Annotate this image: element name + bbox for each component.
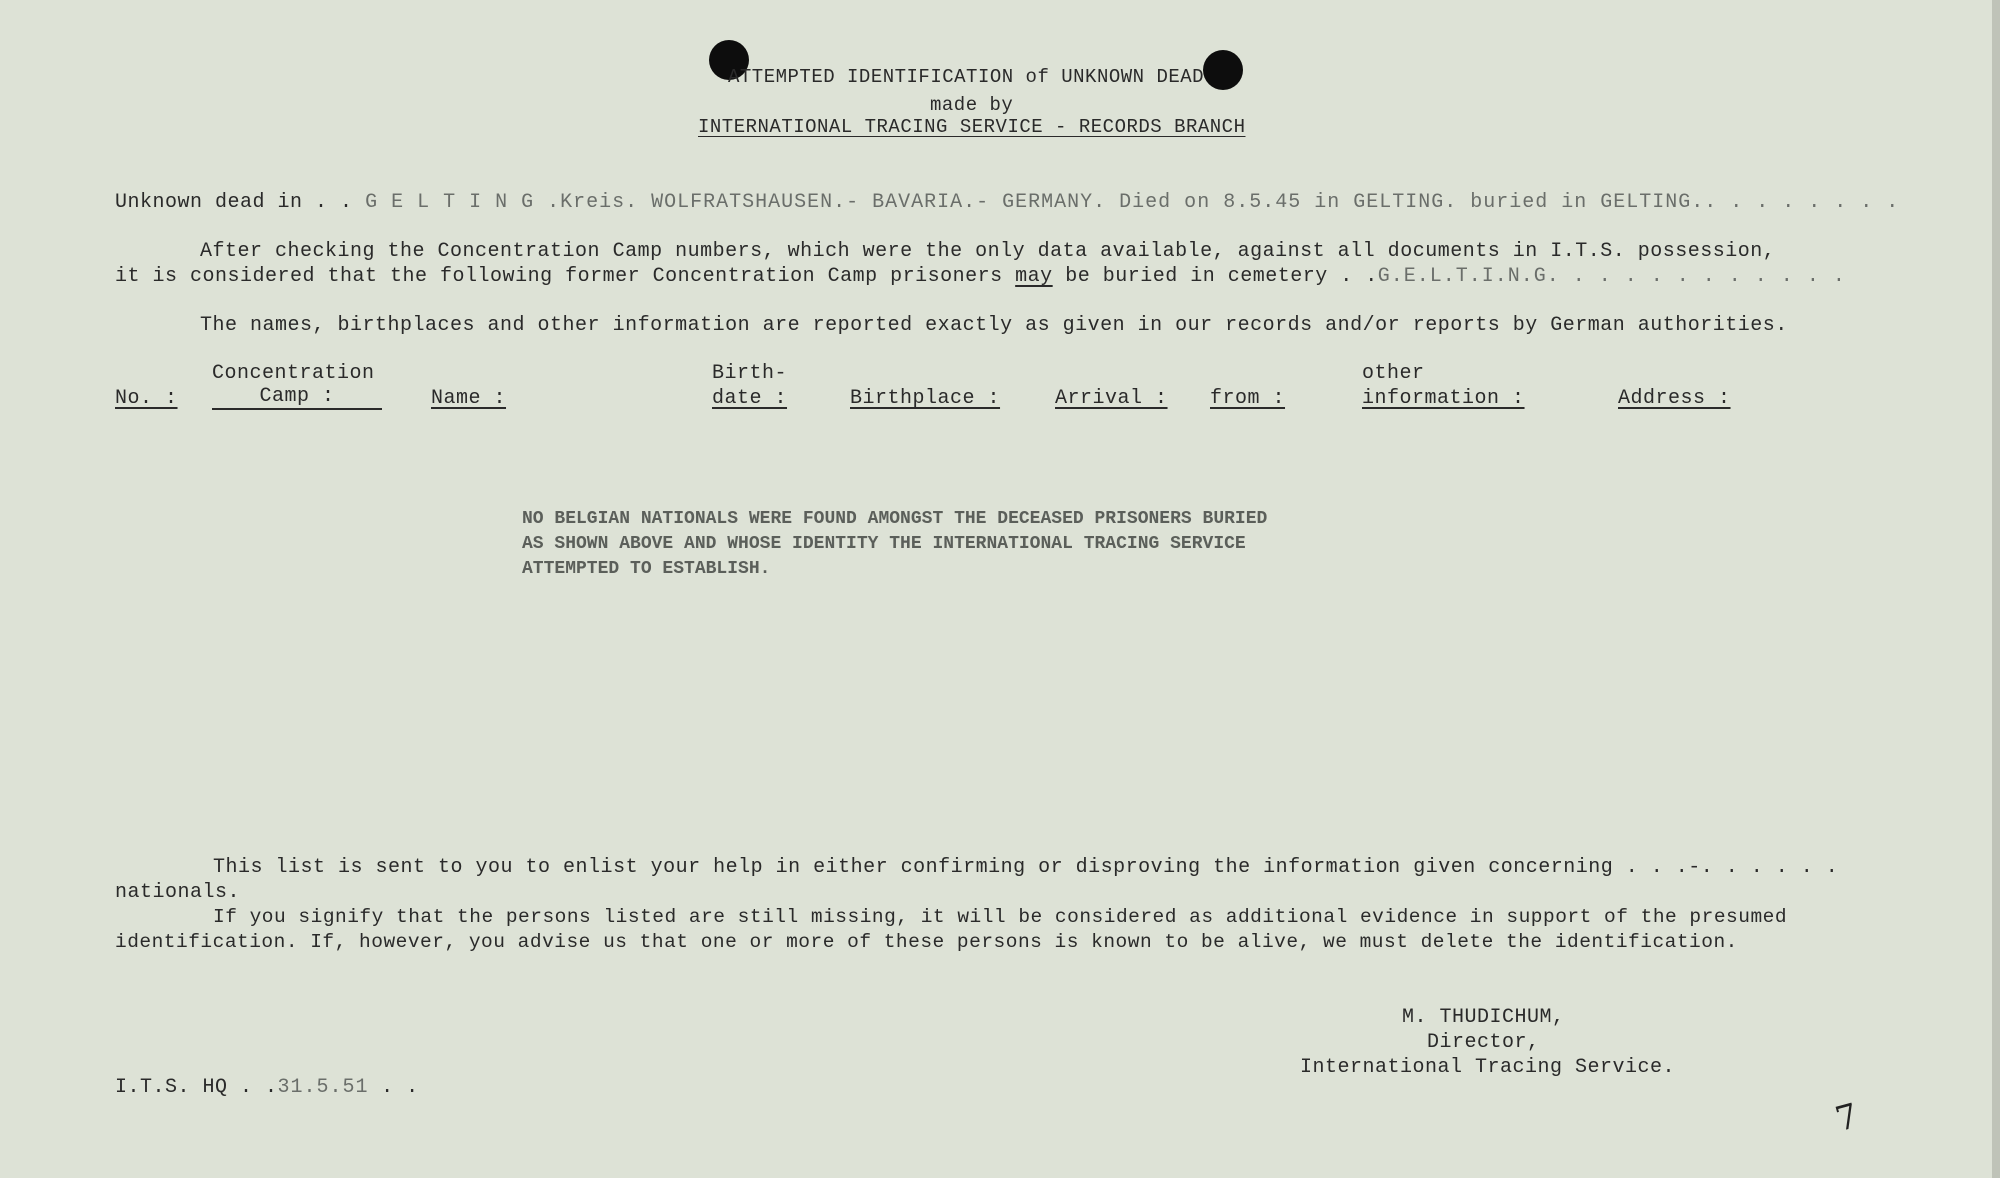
checking-paragraph-line2	[115, 265, 1846, 288]
signatory-organization: International Tracing Service.	[1300, 1056, 1676, 1079]
unknown-dead-line	[115, 191, 1899, 214]
signatory-title: Director,	[1427, 1031, 1540, 1054]
no-belgian-nationals-stamp	[522, 507, 1267, 582]
column-arrival: Arrival :	[1055, 387, 1168, 410]
checking-paragraph-line1: After checking the Concentration Camp numbers, which were the only data available, against all documents in I.T.S. possession,	[200, 240, 1776, 263]
stamp-line-2: AS SHOWN ABOVE AND WHOSE IDENTITY THE INTERNATIONAL TRACING SERVICE	[522, 534, 1246, 554]
hq-date-line	[115, 1076, 419, 1099]
column-birthplace: Birthplace :	[850, 387, 1001, 410]
cemetery-value: G.E.L.T.I.N.G. . . . . . . . . . . .	[1377, 265, 1846, 288]
column-address: Address :	[1618, 387, 1731, 410]
made-by-line: made by	[930, 94, 1014, 116]
may-underlined: may	[1015, 265, 1053, 288]
closing-line-1: This list is sent to you to enlist your help in either confirming or disproving the information given concerning . . .-. . . . . .	[213, 856, 1839, 879]
checking-paragraph-text: it is considered that the following former Concentration Camp prisoners	[115, 265, 1003, 288]
stamp-line-1: NO BELGIAN NATIONALS WERE FOUND AMONGST THE DECEASED PRISONERS BURIED	[522, 509, 1268, 529]
page-mark: 7	[1831, 1095, 1863, 1141]
hq-tail: . .	[381, 1076, 419, 1099]
unknown-dead-label: Unknown dead in . .	[115, 191, 353, 214]
column-birthdate-bottom: date :	[712, 387, 788, 410]
closing-line-2: nationals.	[115, 881, 241, 904]
column-camp-bottom: Camp :	[212, 385, 382, 410]
closing-line-4: identification. If, however, you advise us that one or more of these persons is known to be alive, we must delete the identification.	[115, 931, 1738, 953]
records-note: The names, birthplaces and other information are reported exactly as given in our records and/or reports by German authorities.	[200, 314, 1788, 337]
burial-place-value: G E L T I N G .Kreis. WOLFRATSHAUSEN.- BAVARIA.- GERMANY. Died on 8.5.45 in GELTING. buried in GELTING.. . . . . . . .	[365, 191, 1900, 214]
column-info-top: other	[1362, 362, 1425, 385]
hq-label: I.T.S. HQ . .	[115, 1076, 278, 1099]
column-birthdate-top: Birth-	[712, 362, 788, 385]
paper-edge	[1992, 0, 2000, 1178]
column-camp-top: Concentration	[212, 362, 375, 385]
closing-line-3: If you signify that the persons listed are still missing, it will be considered as additional evidence in support of the presumed	[213, 906, 1788, 928]
signatory-name: M. THUDICHUM,	[1402, 1006, 1565, 1029]
column-info-bottom: information :	[1362, 387, 1525, 410]
branch-heading: INTERNATIONAL TRACING SERVICE - RECORDS BRANCH	[698, 116, 1246, 138]
column-from: from :	[1210, 387, 1286, 410]
column-no: No. :	[115, 387, 178, 410]
punch-hole-right	[1203, 50, 1243, 90]
document-title: ATTEMPTED IDENTIFICATION of UNKNOWN DEAD	[728, 66, 1205, 88]
cemetery-label: be buried in cemetery . .	[1065, 265, 1378, 288]
column-name: Name :	[431, 387, 507, 410]
stamp-line-3: ATTEMPTED TO ESTABLISH.	[522, 559, 771, 579]
hq-date: 31.5.51	[277, 1076, 369, 1099]
